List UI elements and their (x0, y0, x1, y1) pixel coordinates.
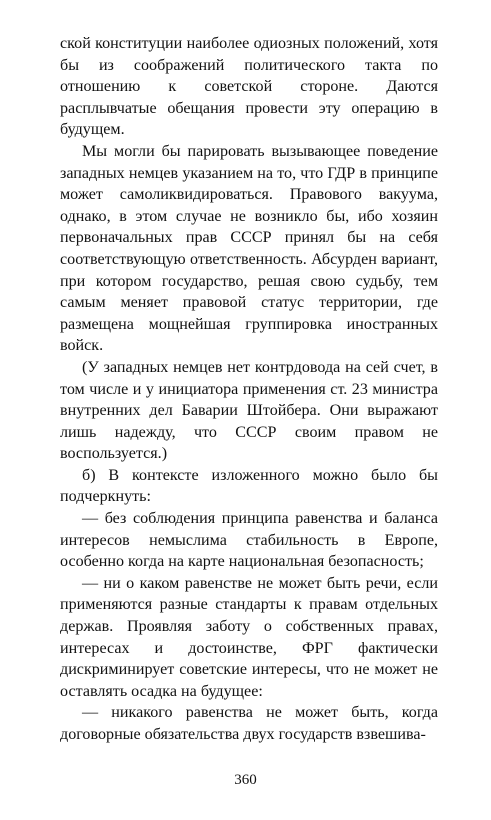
paragraph-5: — без соблюдения принципа равенства и баланса интересов немыслима стабильность в Европе, особенно когда на карте национальная безопасность; (60, 510, 438, 571)
page-body (60, 33, 438, 746)
paragraph-1: ской конституции наиболее одиозных положений, хотя бы из соображений политического такта по отношению к советской стороне. Даются расплывчатые обещания провести эту операцию в будущем. (60, 35, 438, 139)
paragraph-3: (У западных немцев нет контрдовода на сей счет, в том числе и у инициатора применения ст. 23 министра внутренних дел Баварии Штойбера. Они выражают лишь надежду, что СССР своим правом не воспользуется.) (60, 358, 438, 463)
paragraph-7: — никакого равенства не может быть, когда договорные обязательства двух государств взвешива- (60, 704, 438, 743)
paragraph-2: Мы могли бы парировать вызывающее поведение западных немцев указанием на то, что ГДР в принципе может самоликвидироваться. Правового вакуума, однако, в этом случае не возникло бы, ибо хозяин первоначальных прав СССР принял бы на себя соответствующую ответственность. Абсурден вариант, при котором государство, решая свою судьбу, тем самым меняет правовой статус территории, где размещена мощнейшая группировка иностранных войск. (60, 142, 438, 355)
paragraph-6: — ни о каком равенстве не может быть речи, если применяются разные стандарты к правам отдельных держав. Проявляя заботу о собственных правах, интересах и достоинстве, ФРГ фактически дискриминирует советские интересы, что не может не оставлять осадка на будущее: (60, 574, 438, 700)
paragraph-4: б) В контексте изложенного можно было бы подчеркнуть: (60, 466, 438, 506)
page-number: 360 (234, 772, 257, 788)
